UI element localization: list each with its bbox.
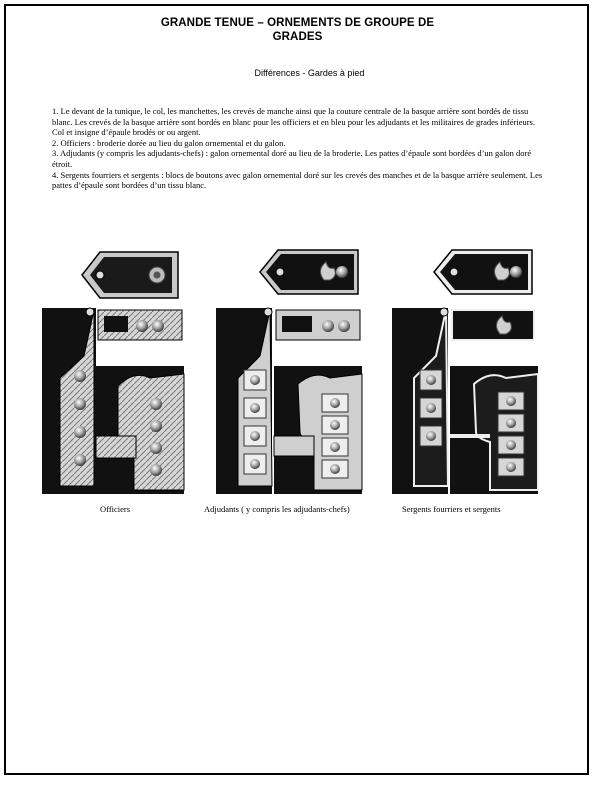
- warrant-officer-tunic-sleeve: [216, 308, 272, 494]
- officer-tunic-sleeve: [42, 308, 96, 494]
- uniform-illustrations: [38, 246, 550, 506]
- page-title: [0, 16, 595, 44]
- paragraph-2: 2. Officiers : broderie dorée au lieu du galon ornemental et du galon.: [52, 137, 286, 148]
- illustrations-svg: [38, 246, 550, 506]
- sergeant-tunic-sleeve: [392, 308, 448, 494]
- title-line-1: GRANDE TENUE – ORNEMENTS DE GROUPE DE: [160, 17, 435, 29]
- warrant-officer-coat-skirt: [274, 366, 362, 494]
- warrant-officer-collar: [276, 310, 360, 340]
- title-line-2: GRADES: [272, 31, 323, 43]
- body-text: [52, 106, 548, 191]
- sergeant-collar: [452, 310, 534, 340]
- paragraph-1: 1. Le devant de la tunique, le col, les manchettes, les crevés de manche ainsi que la couture centrale de la basque arrière sont bordés de tissu blanc. Les crevés de la basque arrière sont bordés en blanc pour les officiers et en bleu pour les adjudants et les militaires de grades inférieurs. Col et insigne d’épaule brodés or ou argent.: [52, 106, 535, 138]
- subtitle: Différences - Gardes à pied: [254, 68, 365, 78]
- sergeant-shoulder-strap: [434, 250, 532, 294]
- officer-collar: [98, 310, 182, 340]
- caption-officers: Officiers: [100, 504, 131, 514]
- warrant-officer-shoulder-strap: [260, 250, 358, 294]
- sergeant-uniform: [392, 250, 538, 494]
- captions: [38, 504, 550, 518]
- caption-warrant-officers: Adjudants ( y compris les adjudants-chefs): [204, 504, 350, 514]
- warrant-officer-uniform: [216, 250, 362, 494]
- officer-shoulder-strap: [82, 252, 178, 298]
- paragraph-3: 3. Adjudants (y compris les adjudants-chefs) : galon ornemental doré au lieu de la broderie. Les pattes d’épaule sont bordées d’un galon doré étroit.: [52, 148, 532, 169]
- sergeant-coat-skirt: [450, 366, 538, 494]
- grenade-badge-icon: [149, 267, 165, 283]
- caption-sergeants: Sergents fourriers et sergents: [402, 504, 501, 514]
- officer-coat-skirt: [96, 366, 184, 494]
- paragraph-4: 4. Sergents fourriers et sergents : blocs de boutons avec galon ornemental doré sur les crevés des manches et de la basque arrière seulement. Les pattes d’épaule sont bordées d’un tissu blanc.: [52, 169, 543, 191]
- officer-uniform: [42, 252, 184, 494]
